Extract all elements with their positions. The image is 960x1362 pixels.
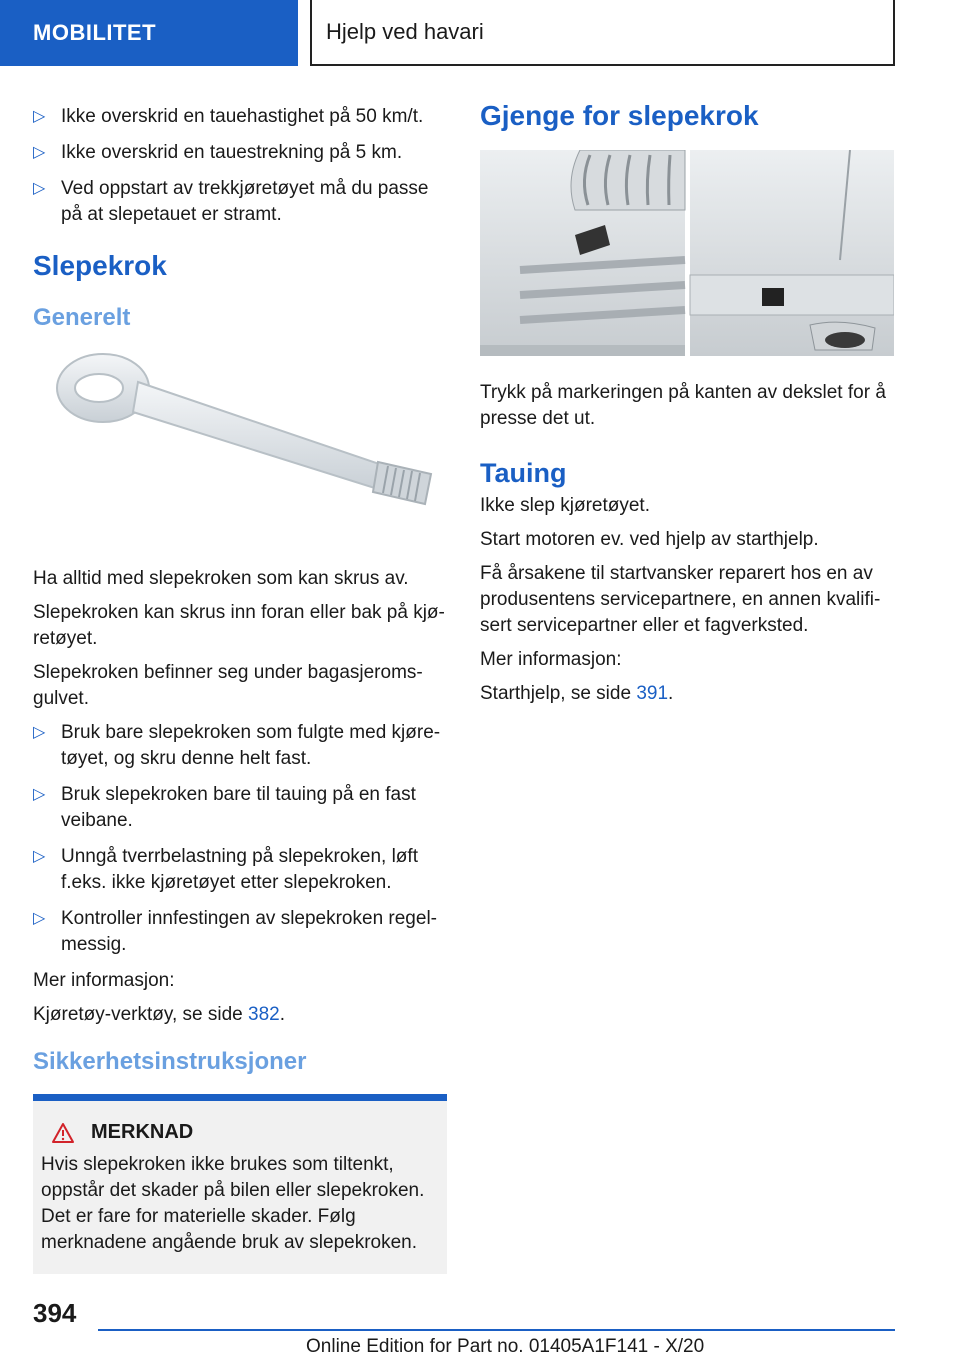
triangle-bullet-icon: ▷	[33, 910, 46, 927]
tauing-line-3: Få årsakene til startvansker reparert hos en av produsentens servicepartnere, en annen kvalifisert servicepartner eller et fagverksted.	[480, 563, 881, 636]
triangle-bullet-icon: ▷	[33, 786, 46, 803]
intro-bullet-list	[33, 104, 447, 228]
para-trykk: Trykk på markeringen på kanten av dekslet for å presse det ut.	[480, 382, 886, 429]
list-item: ▷ Bruk slepekroken bare til tauing på en fast veibane.	[33, 784, 416, 831]
para-generelt-2: Slepekroken kan skrus inn foran eller bak på kjøretøyet.	[33, 602, 445, 649]
list-item: ▷ Ikke overskrid en tauehastighet på 50 km/t.	[33, 104, 447, 130]
notice-box	[33, 1094, 447, 1274]
list-item: ▷ Ved oppstart av trekkjøretøyet må du passe på at slepetauet er stramt.	[33, 178, 429, 225]
header-title-box	[310, 0, 895, 66]
footer-edition: Online Edition for Part no. 01405A1F141 - X/20	[306, 1336, 705, 1357]
tauing-line-4: Mer informasjon:	[480, 649, 622, 670]
triangle-bullet-icon: ▷	[33, 108, 46, 125]
notice-accent-bar	[33, 1094, 447, 1101]
list-item: ▷ Unngå tverrbelastning på slepekroken, løft f.eks. ikke kjøretøyet etter slepekroken.	[33, 846, 418, 893]
list-item: ▷ Bruk bare slepekroken som fulgte med kjøretøyet, og skru denne helt fast.	[33, 722, 441, 769]
cross-reference: Starthjelp, se side 391.	[480, 683, 674, 704]
heading-slepekrok: Slepekrok	[33, 250, 167, 281]
subheading-generelt: Generelt	[33, 304, 131, 331]
header-section-tab	[0, 0, 298, 66]
footer-divider	[98, 1329, 895, 1331]
more-info-label: Mer informasjon:	[33, 970, 175, 991]
tow-hook-illustration	[33, 342, 447, 562]
left-column	[33, 96, 447, 1274]
chapter-title: Hjelp ved havari	[326, 19, 484, 44]
slepekrok-bullet-list	[33, 720, 447, 958]
section-label: MOBILITET	[33, 20, 157, 45]
page-link[interactable]: 382	[248, 1004, 280, 1025]
para-generelt-1: Ha alltid med slepekroken som kan skrus av.	[33, 568, 409, 589]
page-number: 394	[33, 1298, 77, 1328]
notice-text: Hvis slepekroken ikke brukes som tiltenkt, oppstår det skader på bilen eller slepekroken. Det er fare for materielle skader. Følg merknadene angående bruk av slepekroken.	[41, 1154, 425, 1253]
subheading-safety: Sikkerhetsinstruksjoner	[33, 1048, 307, 1075]
triangle-bullet-icon: ▷	[33, 180, 46, 197]
tauing-line-1: Ikke slep kjøretøyet.	[480, 495, 650, 516]
notice-header	[41, 1121, 435, 1144]
list-item: ▷ Kontroller innfestingen av slepekroken regelmessig.	[33, 908, 437, 955]
triangle-bullet-icon: ▷	[33, 724, 46, 741]
list-item: ▷ Ikke overskrid en tauestrekning på 5 km.	[33, 140, 447, 166]
cross-reference: Kjøretøy-verktøy, se side 382.	[33, 1004, 285, 1025]
para-generelt-3: Slepekroken befinner seg under bagasjeromsgulvet.	[33, 662, 423, 709]
page-link[interactable]: 391	[636, 683, 669, 704]
tow-eye-cover-image	[480, 150, 894, 356]
heading-tauing: Tauing	[480, 458, 567, 488]
tauing-line-2: Start motoren ev. ved hjelp av starthjelp.	[480, 529, 819, 550]
heading-gjenge: Gjenge for slepekrok	[480, 100, 759, 131]
notice-body	[33, 1101, 447, 1274]
right-column	[480, 96, 894, 715]
triangle-bullet-icon: ▷	[33, 848, 46, 865]
triangle-bullet-icon: ▷	[33, 144, 46, 161]
tow-hook-image	[33, 342, 447, 562]
bumper-photos	[480, 150, 894, 356]
notice-title: MERKNAD	[91, 1121, 194, 1143]
warning-triangle-icon	[51, 1122, 75, 1144]
